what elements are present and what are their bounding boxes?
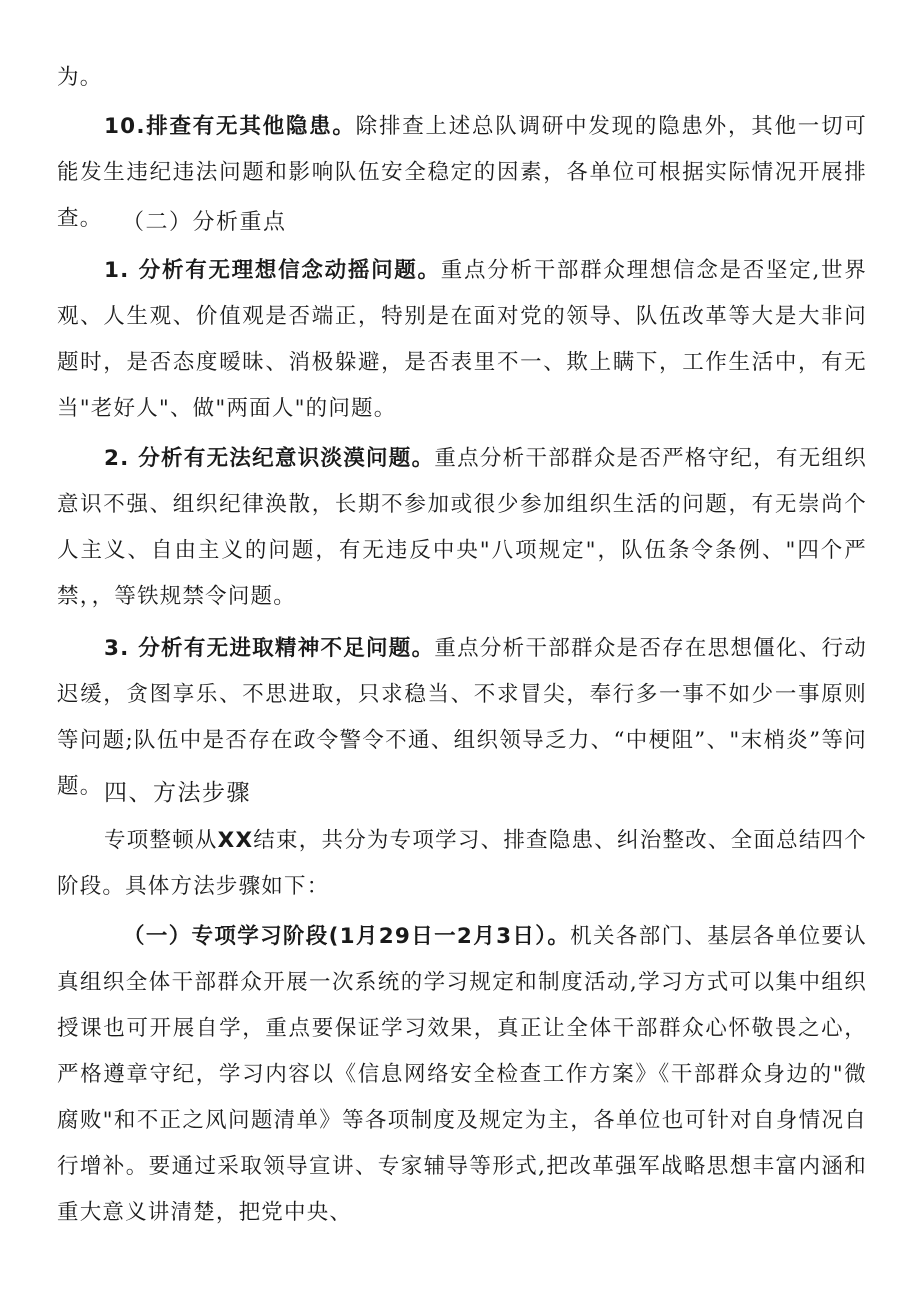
paragraph-stage-1 — [57, 914, 867, 1236]
subheading-analysis-focus — [122, 200, 287, 246]
paragraph-methods-intro — [57, 818, 867, 910]
item-body: 重点分析干部群众是否存在思想僵化、行动迟缓，贪图享乐、不思进取，只求稳当、不求冒尖，奉行多一事不如少一事原则等问题;队伍中是否存在政令警令不通、组织领导乏力、“中梗阻”、"末梢炎”等问题。 — [57, 636, 867, 799]
paragraph-analysis-2 — [57, 436, 867, 620]
item-body: 重点分析干部群众是否严格守纪，有无组织意识不强、组织纪律涣散，长期不参加或很少参加组织生活的问题，有无崇尚个人主义、自由主义的问题，有无违反中央"八项规定"，队伍条令条例、"四个严禁，，等铁规禁令问题。 — [57, 446, 867, 609]
stage-lead: （一）专项学习阶段(1月29日一2月3日）。 — [123, 924, 571, 949]
item-lead: 10.排查有无其他隐患。 — [104, 114, 356, 139]
subheading-text: （二）分析重点 — [122, 210, 287, 235]
intro-pre: 专项整顿从 — [104, 828, 218, 853]
stage-body: 机关各部门、基层各单位要认真组织全体干部群众开展一次系统的学习规定和制度活动,学习方式可以集中组织授课也可开展自学，重点要保证学习效果，真正让全体干部群众心怀敬畏之心，严格遵章守纪，学习内容以《信息网络安全检查工作方案》《干部群众身边的"微腐败"和不正之风问题清单》等各项制度及规定为主，各单位也可针对自身情况自行增补。要通过采取领导宣讲、专家辅导等形式,把改革强军战略思想丰富内涵和重大意义讲清楚，把党中央、 — [57, 924, 868, 1225]
item-lead: 1. 分析有无理想信念动摇问题。 — [104, 258, 441, 283]
paragraph-continuation — [57, 55, 867, 101]
section-heading-methods — [104, 770, 251, 816]
paragraph-text: 为。 — [57, 65, 103, 90]
paragraph-analysis-1 — [57, 248, 867, 432]
item-lead: 2. 分析有无法纪意识淡漠问题。 — [104, 446, 435, 471]
item-body: 重点分析干部群众理想信念是否坚定,世界观、人生观、价值观是否端正，特别是在面对党的领导、队伍改革等大是大非问题时，是否态度暧昧、消极躲避，是否表里不一、欺上瞒下，工作生活中，有无当"老好人"、做"两面人"的问题。 — [57, 258, 867, 421]
item-lead: 3. 分析有无进取精神不足问题。 — [104, 636, 435, 661]
intro-post: 结束，共分为专项学习、排查隐患、纠治整改、全面总结四个阶段。具体方法步骤如下： — [57, 828, 867, 899]
intro-bold: XX — [217, 828, 254, 853]
item-body: 除排查上述总队调研中发现的隐患外，其他一切可能发生违纪违法问题和影响队伍安全稳定的因素，各单位可根据实际情况开展排查。 — [57, 114, 867, 231]
section-heading-text: 四、方法步骤 — [104, 780, 251, 806]
